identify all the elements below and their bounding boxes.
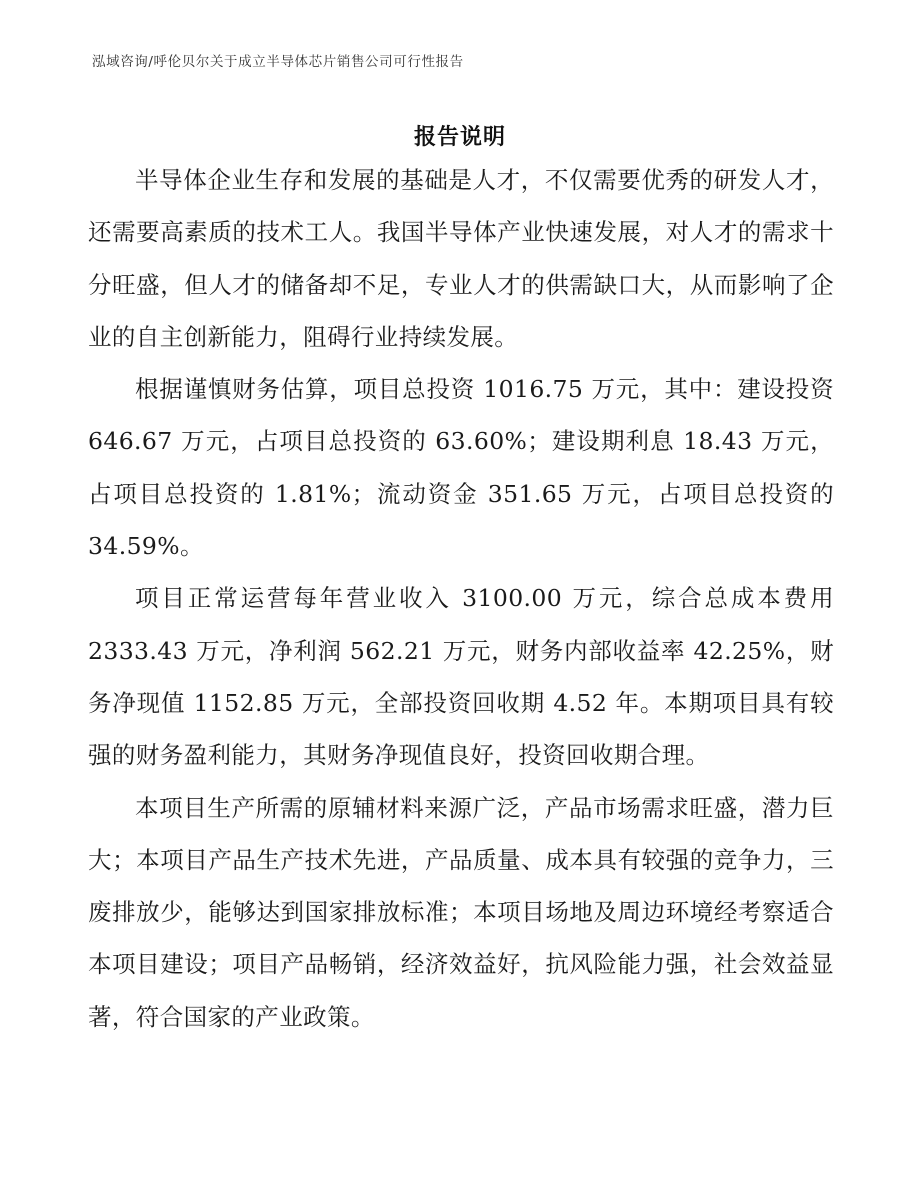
page-title: 报告说明	[413, 125, 506, 150]
paragraph-feasibility: 本项目生产所需的原辅材料来源广泛，产品市场需求旺盛，潜力巨大；本项目产品生产技术先进，产品质量、成本具有较强的竞争力，三废排放少，能够达到国家排放标准；本项目场地及周边环境经考察适合本项目建设；项目产品畅销，经济效益好，抗风险能力强，社会效益显著，符合国家的产业政策。	[88, 793, 834, 1031]
paragraph-talent: 半导体企业生存和发展的基础是人才，不仅需要优秀的研发人才，还需要高素质的技术工人。我国半导体产业快速发展，对人才的需求十分旺盛，但人才的储备却不足，专业人才的供需缺口大，从而影响了企业的自主创新能力，阻碍行业持续发展。	[88, 166, 834, 351]
paragraph-investment: 根据谨慎财务估算，项目总投资 1016.75 万元，其中：建设投资 646.67 万元，占项目总投资的 63.60%；建设期利息 18.43 万元，占项目总投资的 1.81%；流动资金 351.65 万元，占项目总投资的 34.59%。	[88, 375, 834, 561]
document-body	[88, 154, 834, 1043]
running-header: 泓域咨询/呼伦贝尔关于成立半导体芯片销售公司可行性报告	[92, 54, 464, 70]
paragraph-financials: 项目正常运营每年营业收入 3100.00 万元，综合总成本费用 2333.43 万元，净利润 562.21 万元，财务内部收益率 42.25%，财务净现值 1152.85 万元，全部投资回收期 4.52 年。本期项目具有较强的财务盈利能力，其财务净现值良好，投资回收期合理。	[88, 584, 834, 770]
